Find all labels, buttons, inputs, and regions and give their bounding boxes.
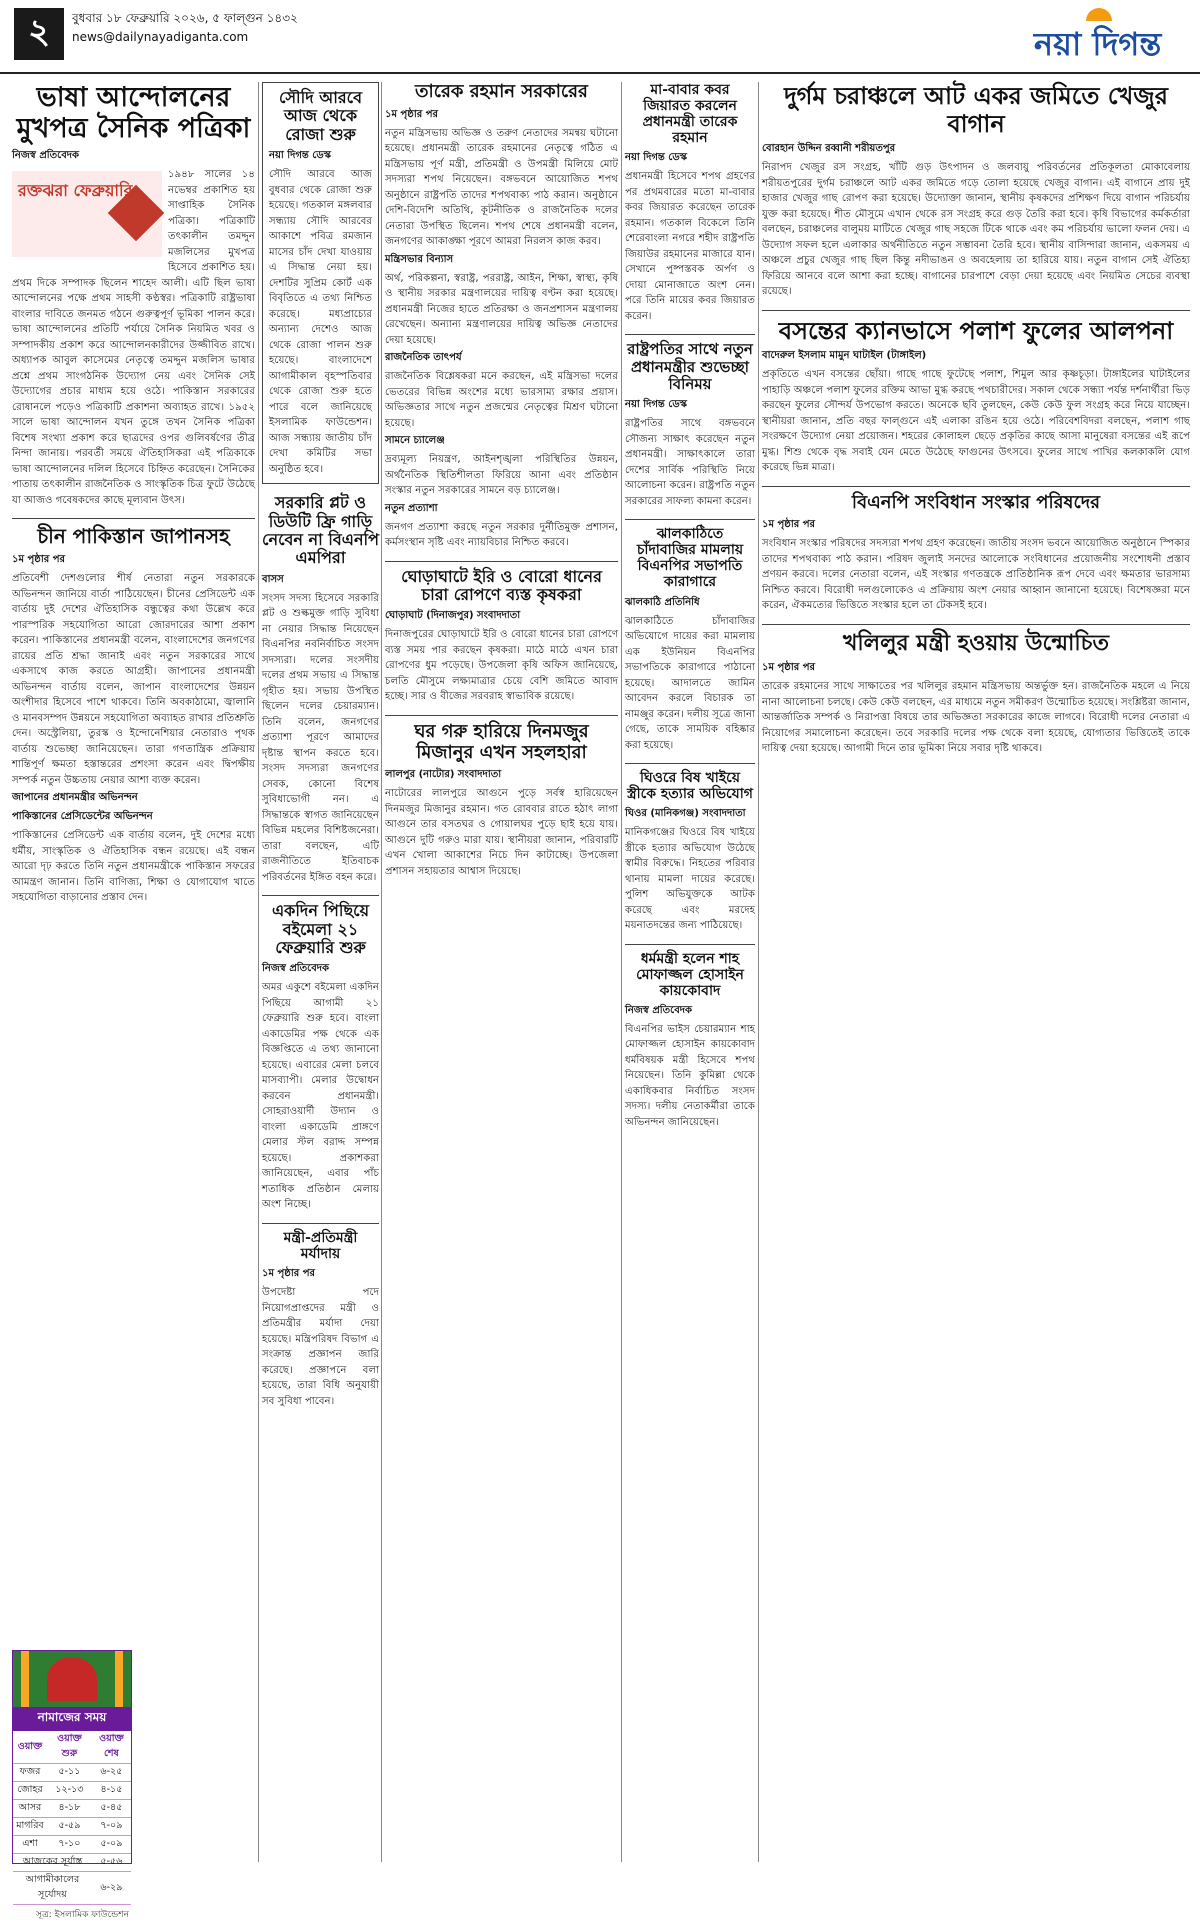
headline[interactable]: সরকারি প্লট ও ডিউটি ফ্রি গাড়ি নেবেন না বিএনপি এমপিরা	[262, 493, 379, 568]
subheading: সামনে চ্যালেঞ্জ	[385, 435, 445, 447]
ribbon-label: রক্তঝরা ফেব্রুয়ারি	[18, 181, 133, 201]
column-4	[625, 82, 755, 1862]
table-row: ফজর ৫-১১ ৬-২৫	[13, 1764, 131, 1782]
article-dharma	[625, 951, 755, 1131]
table-row: আগামীকালের সূর্যোদয় ৬-২৯	[13, 1872, 131, 1905]
byline: ঘোড়াঘাট (দিনাজপুর) সংবাদদাতা	[385, 610, 521, 622]
article-body: সৌদি আরবে আজ বুধবার থেকে রোজা শুরু হয়েছে। গতকাল মঙ্গলবার সন্ধ্যায় সৌদি আরবের আকাশে পবিত্র রমজান মাসের চাঁদ দেখা যাওয়ায় এ সিদ্ধান্ত নেয়া হয়। দেশটির সুপ্রিম কোর্ট এক বিবৃতিতে এ তথ্য নিশ্চিত করেছে। মধ্যপ্রাচ্যের অন্যান্য দেশেও আজ থেকে রোজা পালন শুরু হয়েছে। বাংলাদেশে আগামীকাল বৃহস্পতিবার থেকে রোজা শুরু হতে পারে বলে জানিয়েছে ইসলামিক ফাউন্ডেশন। আজ সন্ধ্যায় জাতীয় চাঁদ দেখা কমিটির সভা অনুষ্ঠিত হবে।	[269, 169, 372, 475]
logo-text: নয়া দিগন্ত	[1034, 25, 1162, 63]
article-khalil	[762, 631, 1190, 757]
article-rashtrapati	[625, 341, 755, 509]
headline[interactable]: সৌদি আরবে আজ থেকে রোজা শুরু	[279, 88, 362, 144]
table-row: আজকের সূর্যাস্ত ৫-৫৬	[13, 1854, 131, 1872]
article-boimela	[262, 902, 379, 1213]
byline: নিজস্ব প্রতিবেদক	[262, 963, 330, 975]
headline[interactable]: রাষ্ট্রপতির সাথে নতুন প্রধানমন্ত্রীর শুভেচ্ছা বিনিময়	[627, 340, 753, 393]
article-body: রাষ্ট্রপতির সাথে বঙ্গভবনে সৌজন্য সাক্ষাৎ করেছেন নতুন প্রধানমন্ত্রী। সাক্ষাৎকালে তারা দেশের সার্বিক পরিস্থিতি নিয়ে আলোচনা করেন। রাষ্ট্রপতি নতুন সরকারের সাফল্য কামনা করেন।	[625, 418, 755, 507]
article-body: প্রকৃতিতে এখন বসন্তের ছোঁয়া। গাছে গাছে ফুটেছে পলাশ, শিমুল আর কৃষ্ণচূড়া। টাঙ্গাইলের ঘাটাইলের পাহাড়ি অঞ্চলে পলাশ ফুলের রক্তিম আভা মুগ্ধ করছে পথচারীদের। সকাল থেকে সন্ধ্যা পর্যন্ত দর্শনার্থীরা ভিড় করছেন ফুলের সৌন্দর্য উপভোগ করতে। অনেকে ছবি তুলছেন, কেউ কেউ ফুল সংগ্রহ করে নিয়ে যাচ্ছেন। স্থানীয়রা জানান, প্রতি বছর ফাল্গুনে এই এলাকা রঙিন হয়ে ওঠে। পরিবেশবিদরা বলছেন, পলাশ গাছ সংরক্ষণে উদ্যোগ নেয়া প্রয়োজন। শহরের কোলাহল ছেড়ে প্রকৃতির কাছে আসা মানুষেরা বসন্তের এই রূপে মুগ্ধ। শিশু থেকে বৃদ্ধ সবাই যেন মেতে উঠেছে ফাগুনের উৎসবে। ফুলের সাথে পাখির কলকাকলি যোগ করেছে ভিন্ন মাত্রা।	[762, 369, 1190, 474]
headline[interactable]: মন্ত্রী-প্রতিমন্ত্রী মর্যাদায়	[283, 1229, 358, 1262]
article-body: অমর একুশে বইমেলা একদিন পিছিয়ে আগামী ২১ ফেব্রুয়ারি শুরু হবে। বাংলা একাডেমির পক্ষ থেকে এক বিজ্ঞপ্তিতে এ তথ্য জানানো হয়েছে। এবারের মেলা চলবে মাসব্যাপী। মেলার উদ্বোধন করবেন প্রধানমন্ত্রী। সোহরাওয়ার্দী উদ্যান ও বাংলা একাডেমি প্রাঙ্গণে মেলার স্টল বরাদ্দ সম্পন্ন হয়েছে। প্রকাশকরা জানিয়েছেন, এবার পাঁচ শতাধিক প্রতিষ্ঠান মেলায় অংশ নিচ্ছে।	[262, 982, 379, 1211]
subheading: পাকিস্তানের প্রেসিডেন্টের অভিনন্দন	[12, 811, 153, 823]
column-divider	[381, 82, 382, 1862]
col-header: ওয়াক্ত শুরু	[47, 1731, 92, 1764]
article-body: সংবিধান সংস্কার পরিষদের সদস্যরা শপথ গ্রহণ করেছেন। জাতীয় সংসদ ভবনে আয়োজিত অনুষ্ঠানে স্পিকার তাদের শপথবাক্য পাঠ করান। পরিষদ জুলাই সনদের আলোকে সংবিধানের প্রয়োজনীয় সংশোধনী প্রস্তাব প্রণয়ন করবে। দলের নেতারা বলেন, এই সংস্কার গণতন্ত্রকে প্রাতিষ্ঠানিক রূপ দেবে এবং ক্ষমতার ভারসাম্য নিশ্চিত করবে। বিরোধী দলগুলোকেও এ প্রক্রিয়ায় অংশ নেয়ার আহ্বান জানানো হয়েছে। বিশেষজ্ঞরা মনে করেন, ঐকমত্যের ভিত্তিতে সংস্কার হলে তা টেকসই হবে।	[762, 538, 1190, 612]
article-body: উপদেষ্টা পদে নিয়োগপ্রাপ্তদের মন্ত্রী ও প্রতিমন্ত্রীর মর্যাদা দেয়া হয়েছে। মন্ত্রিপরিষদ বিভাগ এ সংক্রান্ত প্রজ্ঞাপন জারি করেছে। প্রজ্ঞাপনে বলা হয়েছে, তারা বিধি অনুযায়ী সব সুবিধা পাবেন।	[262, 1287, 379, 1407]
prayer-table	[13, 1731, 131, 1905]
article-body: জনগণ প্রত্যাশা করছে নতুন সরকার দুর্নীতিমুক্ত প্রশাসন, কর্মসংস্থান সৃষ্টি এবং ন্যায়বিচার নিশ্চিত করবে।	[385, 521, 618, 549]
table-row: জোহর ১২-১৩ ৪-১৫	[13, 1782, 131, 1800]
article-body: নাটোরের লালপুরে আগুনে পুড়ে সর্বস্ব হারিয়েছেন দিনমজুর মিজানুর রহমান। গত রোববার রাতে হঠাৎ লাগা আগুনে তার বসতঘর ও গোয়ালঘর পুড়ে ছাই হয়ে যায়। আগুনে দুটি গরুও মারা যায়। স্থানীয়রা জানান, পরিবারটি এখন খোলা আকাশের নিচে দিন কাটাচ্ছে। উপজেলা প্রশাসন সহায়তার আশ্বাস দিয়েছে।	[385, 788, 618, 877]
column-divider	[758, 82, 759, 1862]
article-samskar	[762, 493, 1190, 614]
article-palash	[762, 317, 1190, 476]
lead-ref: ১ম পৃষ্ঠার পর	[385, 108, 438, 120]
headline[interactable]: ঘোড়াঘাটে ইরি ও বোরো ধানের চারা রোপণে ব্যস্ত কৃষকরা	[401, 566, 602, 605]
article-tarek	[385, 82, 618, 551]
byline: বাদেরুল ইসলাম মামুন ঘাটাইল (টাঙ্গাইল)	[762, 350, 927, 362]
ribbon-banner	[12, 171, 162, 257]
headline[interactable]: ধর্মমন্ত্রী হলেন শাহ মোফাজ্জল হোসাইন কায়কোবাদ	[636, 950, 744, 999]
column-2	[262, 82, 379, 1862]
article-ghar	[385, 722, 618, 879]
page-number: ২	[14, 8, 64, 60]
article-china	[12, 525, 255, 906]
byline: বাসস	[262, 573, 284, 585]
article-saudi	[262, 82, 379, 484]
headline[interactable]: দুর্গম চরাঞ্চলে আট একর জমিতে খেজুর বাগান	[784, 81, 1168, 138]
article-body: দ্রব্যমূল্য নিয়ন্ত্রণ, আইনশৃঙ্খলা পরিস্থিতির উন্নয়ন, অর্থনৈতিক স্থিতিশীলতা ফিরিয়ে আনা এবং প্রতিষ্ঠান সংস্কার নতুন সরকারের সামনে বড় চ্যালেঞ্জ।	[385, 454, 618, 497]
mosque-icon	[13, 1651, 131, 1707]
article-body: ঝালকাঠিতে চাঁদাবাজির অভিযোগে দায়ের করা মামলায় এক ইউনিয়ন বিএনপির সভাপতিকে কারাগারে পাঠানো হয়েছে। আদালতে জামিন আবেদন করলে বিচারক তা নামঞ্জুর করেন। দলীয় সূত্রে জানা গেছে, তাকে সাময়িক বহিষ্কার করা হয়েছে।	[625, 615, 755, 751]
headline[interactable]: বিএনপি সংবিধান সংস্কার পরিষদের	[851, 491, 1101, 513]
col-header: ওয়াক্ত	[13, 1731, 47, 1764]
page-header	[0, 0, 1200, 74]
byline: নয়া দিগন্ত ডেস্ক	[625, 399, 687, 411]
lead-ref: ১ম পৃষ্ঠার পর	[262, 1268, 315, 1280]
byline: নয়া দিগন্ত ডেস্ক	[625, 152, 687, 164]
column-5	[762, 82, 1190, 1862]
article-body: প্রতিবেশী দেশগুলোর শীর্ষ নেতারা নতুন সরকারকে অভিনন্দন জানিয়ে বার্তা পাঠিয়েছেন। চীনের প্রেসিডেন্ট এক বার্তায় দুই দেশের ঐতিহাসিক বন্ধুত্বের কথা উল্লেখ করে পারস্পরিক সহযোগিতা আরো জোরদারের আশা প্রকাশ করেন। পাকিস্তানের প্রধানমন্ত্রী বলেন, বাংলাদেশের জনগণের রায়ের প্রতি শ্রদ্ধা জানাই এবং নতুন সরকারের সাথে একসাথে কাজ করতে আগ্রহী। জাপানের প্রধানমন্ত্রী অভিনন্দন বার্তায় বলেন, জাপান বাংলাদেশের উন্নয়ন অংশীদার হিসেবে পাশে থাকবে। তিনি অবকাঠামো, জ্বালানি ও মানবসম্পদ উন্নয়নে সহযোগিতা অব্যাহত রাখার প্রতিশ্রুতি দেন। অস্ট্রেলিয়া, তুরস্ক ও ইন্দোনেশিয়ার নেতারাও পৃথক বার্তায় শুভেচ্ছা জানিয়েছেন। তারা গণতান্ত্রিক প্রক্রিয়ায় শান্তিপূর্ণ ক্ষমতা হস্তান্তরের প্রশংসা করেন এবং দ্বিপক্ষীয় সম্পর্ক নতুন উচ্চতায় নেয়ার আশা ব্যক্ত করেন।	[12, 573, 255, 786]
subheading: নতুন প্রত্যাশা	[385, 502, 438, 514]
article-body: পাকিস্তানের প্রেসিডেন্ট এক বার্তায় বলেন, দুই দেশের মধ্যে ধর্মীয়, সাংস্কৃতিক ও ঐতিহাসিক বন্ধন রয়েছে। এই বন্ধন আরো দৃঢ় করতে তিনি নতুন প্রধানমন্ত্রীকে পাকিস্তান সফরের আমন্ত্রণ জানান। তিনি বাণিজ্য, শিক্ষা ও যোগাযোগ খাতে সহযোগিতা বাড়ানোর প্রস্তাব দেন।	[12, 830, 255, 904]
byline: ঝালকাঠি প্রতিনিধি	[625, 596, 700, 608]
headline[interactable]: চীন পাকিস্তান জাপানসহ	[37, 524, 230, 549]
table-row: আসর ৪-১৮ ৫-৪৫	[13, 1800, 131, 1818]
article-body: সংসদ সদস্য হিসেবে সরকারি প্লট ও শুল্কমুক্ত গাড়ি সুবিধা না নেয়ার সিদ্ধান্ত নিয়েছেন বিএনপির নবনির্বাচিত সংসদ সদস্যরা। দলের সংসদীয় দলের প্রথম সভায় এ সিদ্ধান্ত গৃহীত হয়। সভায় উপস্থিত ছিলেন দলের চেয়ারম্যান। তিনি বলেন, জনগণের প্রত্যাশা পূরণে আমাদের দৃষ্টান্ত স্থাপন করতে হবে। সংসদ সদস্যরা জনগণের সেবক, কোনো বিশেষ সুবিধাভোগী নন। এ সিদ্ধান্তকে স্বাগত জানিয়েছেন বিভিন্ন মহলের বিশিষ্টজনেরা। তারা বলছেন, এটি রাজনীতিতে ইতিবাচক পরিবর্তনের ইঙ্গিত বহন করে।	[262, 592, 379, 883]
headline[interactable]: ঘর গরু হারিয়ে দিনমজুর মিজানুর এখন সহলহারা	[414, 720, 589, 763]
article-plot	[262, 494, 379, 885]
table-row: মাগরিব ৫-৫৯ ৭-০৯	[13, 1818, 131, 1836]
article-sainik	[12, 82, 255, 508]
article-body: ১৯৪৮ সালের ১৪ নভেম্বর প্রকাশিত হয় সাপ্তাহিক সৈনিক পত্রিকা। পত্রিকাটি তৎকালীন তমদ্দুন মজলিসের মুখপত্র হিসেবে প্রকাশিত হয়। প্রথম দিকে সম্পাদক ছিলেন শাহেদ আলী। এটি ছিল ভাষা আন্দোলনের পক্ষে প্রথম সাহসী কণ্ঠস্বর। পত্রিকাটি রাষ্ট্রভাষা বাংলার দাবিতে জনমত গঠনে গুরুত্বপূর্ণ ভূমিকা পালন করে। ভাষা আন্দোলনের প্রতিটি পর্যায়ে সৈনিক নিয়মিত খবর ও সম্পাদকীয় প্রকাশ করে আন্দোলনকারীদের উজ্জীবিত রাখে। অধ্যাপক আবুল কাসেমের নেতৃত্বে তমদ্দুন মজলিস ভাষার প্রশ্নে প্রথম সাংগঠনিক উদ্যোগ নেয় এবং সৈনিক সেই উদ্যোগের প্রচার মাধ্যম হয়ে ওঠে। পাকিস্তান সরকারের রোষানলে পড়েও পত্রিকাটি প্রকাশনা অব্যাহত রাখে। ১৯৫২ সালে ভাষা আন্দোলন যখন তুঙ্গে তখন সৈনিক পত্রিকা বিশেষ সংখ্যা প্রকাশ করে ছাত্রদের ওপর গুলিবর্ষণের তীব্র নিন্দা জানায়। পরবর্তী সময়ে ঐতিহাসিকরা এই পত্রিকাকে ভাষা আন্দোলনের দলিল হিসেবে চিহ্নিত করেছেন। সৈনিকের পাতায় তৎকালীন রাজনৈতিক ও সাংস্কৃতিক চিত্র ফুটে উঠেছে যা আজও গবেষকদের কাছে মূল্যবান উৎস।	[12, 169, 255, 506]
byline: লালপুর (নাটোর) সংবাদদাতা	[385, 769, 502, 781]
prayer-title: নামাজের সময়	[13, 1707, 131, 1731]
subheading: মন্ত্রিসভার বিন্যাস	[385, 253, 454, 265]
lead-ref: ১ম পৃষ্ঠার পর	[12, 554, 65, 566]
article-khejur	[762, 82, 1190, 300]
article-body: মানিকগঞ্জের ঘিওরে বিষ খাইয়ে স্ত্রীকে হত্যার অভিযোগ উঠেছে স্বামীর বিরুদ্ধে। নিহতের পরিবার থানায় মামলা দায়ের করেছে। পুলিশ অভিযুক্তকে আটক করেছে এবং মরদেহ ময়নাতদন্তের জন্য পাঠিয়েছে।	[625, 827, 755, 932]
byline: নিজস্ব প্রতিবেদক	[12, 150, 80, 162]
article-ghora	[385, 568, 618, 705]
article-body: রাজনৈতিক বিশ্লেষকরা মনে করছেন, এই মন্ত্রিসভা দলের ভেতরের বিভিন্ন অংশের মধ্যে ভারসাম্য রক্ষার প্রয়াস। অভিজ্ঞতার সাথে নতুন প্রজন্মের নেতৃত্বের মিশ্রণ ঘটানো হয়েছে।	[385, 371, 618, 429]
article-body: নিরাপদ খেজুর রস সংগ্রহ, খাঁটি গুড় উৎপাদন ও জলবায়ু পরিবর্তনের প্রতিকূলতা মোকাবেলায় শরীয়তপুরের দুর্গম চরাঞ্চলে আট একর জমিতে গড়ে তোলা হয়েছে খেজুর বাগান। এই বাগানে প্রায় দুই হাজার খেজুর গাছ রোপণ করা হয়েছে। উদ্যোক্তা জানান, স্থানীয় কৃষকদের প্রশিক্ষণ দিয়ে বাগান পরিচর্যায় যুক্ত করা হয়েছে। শীত মৌসুমে এখান থেকে রস সংগ্রহ করে গুড় তৈরি করা হবে। কৃষি বিভাগের কর্মকর্তারা বলছেন, চরাঞ্চলের বালুময় মাটিতে খেজুর গাছ সহজে টিকে থাকে এবং কম পরিচর্যায় ভালো ফলন দেয়। এ উদ্যোগ সফল হলে এলাকার অর্থনীতিতে নতুন সম্ভাবনা তৈরি হবে। স্থানীয় বাসিন্দারা জানান, একসময় এ অঞ্চলে প্রচুর খেজুর গাছ ছিল কিন্তু নদীভাঙন ও অবহেলায় তা হারিয়ে যায়। নতুন বাগান সেই ঐতিহ্য ফিরিয়ে আনবে বলে আশা করা হচ্ছে। বাগানের চারপাশে বেড়া দেয়া হয়েছে এবং নিয়মিত সেচের ব্যবস্থা রয়েছে।	[762, 162, 1190, 298]
headline[interactable]: তারেক রহমান সরকারের	[415, 81, 588, 102]
headline[interactable]: খলিলুর মন্ত্রী হওয়ায় উন্মোচিত	[842, 629, 1110, 656]
byline: নয়া দিগন্ত ডেস্ক	[269, 150, 331, 162]
col-header: ওয়াক্ত শেষ	[92, 1731, 131, 1764]
column-divider	[621, 82, 622, 1862]
column-3	[385, 82, 618, 1862]
article-body: অর্থ, পরিকল্পনা, স্বরাষ্ট্র, পররাষ্ট্র, আইন, শিক্ষা, স্বাস্থ্য, কৃষি ও স্থানীয় সরকার মন্ত্রণালয়ের দায়িত্ব বণ্টন করা হয়েছে। প্রধানমন্ত্রী নিজের হাতে প্রতিরক্ষা ও জনপ্রশাসন মন্ত্রণালয় রেখেছেন। অন্যান্য মন্ত্রণালয়ের দায়িত্ব অভিজ্ঞ নেতাদের দেয়া হয়েছে।	[385, 272, 618, 346]
newspaper-logo	[1032, 6, 1182, 64]
headline[interactable]: ভাষা আন্দোলনের মুখপত্র সৈনিক পত্রিকা	[16, 82, 251, 145]
article-body: দিনাজপুরের ঘোড়াঘাটে ইরি ও বোরো ধানের চারা রোপণে ব্যস্ত সময় পার করছেন কৃষকরা। মাঠে মাঠে এখন চারা রোপণের ধুম পড়েছে। উপজেলা কৃষি অফিস জানিয়েছে, চলতি মৌসুমে লক্ষ্যমাত্রার চেয়ে বেশি জমিতে আবাদ হচ্ছে। সার ও বীজের সরবরাহ স্বাভাবিক রয়েছে।	[385, 629, 618, 703]
article-jhalakathi	[625, 526, 755, 753]
article-mantri	[262, 1230, 379, 1409]
article-body: বিএনপির ভাইস চেয়ারম্যান শাহ মোফাজ্জল হোসাইন কায়কোবাদ ধর্মবিষয়ক মন্ত্রী হিসেবে শপথ নিয়েছেন। তিনি কুমিল্লা থেকে একাধিকবার নির্বাচিত সংসদ সদস্য। দলীয় নেতাকর্মীরা তাকে অভিনন্দন জানিয়েছেন।	[625, 1023, 755, 1128]
byline: ঘিওর (মানিকগঞ্জ) সংবাদদাতা	[625, 808, 746, 820]
headline[interactable]: ঝালকাঠিতে চাঁদাবাজির মামলায় বিএনপির সভাপতি কারাগারে	[636, 526, 744, 591]
headline[interactable]: মা-বাবার কবর জিয়ারত করলেন প্রধানমন্ত্রী তারেক রহমান	[642, 82, 738, 147]
prayer-source: সূত্র: ইসলামিক ফাউন্ডেশন	[36, 1910, 129, 1920]
article-mababa	[625, 82, 755, 324]
byline: নিজস্ব প্রতিবেদক	[625, 1004, 693, 1016]
column-1	[12, 82, 255, 1642]
byline: বোরহান উদ্দিন রব্বানী শরীয়তপুর	[762, 143, 896, 155]
article-ghiure	[625, 770, 755, 934]
article-body: প্রধানমন্ত্রী হিসেবে শপথ গ্রহণের পর প্রথমবারের মতো মা-বাবার কবর জিয়ারত করেছেন তারেক রহমান। গতকাল বিকেলে তিনি শেরেবাংলা নগরে শহীদ রাষ্ট্রপতি জিয়াউর রহমানের মাজারে যান। সেখানে পুষ্পস্তবক অর্পণ ও দোয়া মোনাজাতে অংশ নেন। পরে তিনি মায়ের কবর জিয়ারত করেন।	[625, 171, 755, 322]
article-body: তারেক রহমানের সাথে সাক্ষাতের পর খলিলুর রহমান মন্ত্রিসভায় অন্তর্ভুক্ত হন। রাজনৈতিক মহলে এ নিয়ে নানা আলোচনা চলছে। কেউ কেউ বলছেন, এর মাধ্যমে নতুন সমীকরণ উন্মোচিত হয়েছে। সংশ্লিষ্টরা জানান, আন্তর্জাতিক সম্পর্ক ও নিরাপত্তা বিষয়ে তার অভিজ্ঞতা সরকারের কাজে লাগবে। বিরোধী দলের নেতারা এ নিয়োগের সমালোচনা করেছেন। তবে সরকারি দলের পক্ষ থেকে বলা হয়েছে, যোগ্যতার ভিত্তিতেই তাকে দায়িত্ব দেয়া হয়েছে। আগামী দিনে তার ভূমিকা নিয়ে সবার দৃষ্টি থাকবে।	[762, 681, 1190, 755]
headline[interactable]: ঘিওরে বিষ খাইয়ে স্ত্রীকে হত্যার অভিযোগ	[627, 770, 753, 803]
prayer-times-box	[12, 1650, 132, 1920]
contact-email[interactable]: news@dailynayadiganta.com	[72, 30, 249, 44]
subheading: জাপানের প্রধানমন্ত্রীর অভিনন্দন	[12, 792, 138, 804]
lead-ref: ১ম পৃষ্ঠার পর	[762, 662, 815, 674]
column-divider	[258, 82, 259, 1862]
issue-date: বুধবার ১৮ ফেব্রুয়ারি ২০২৬, ৫ ফাল্গুন ১৪৩২	[72, 11, 298, 25]
table-row: এশা ৭-১০ ৫-০৯	[13, 1836, 131, 1854]
lead-ref: ১ম পৃষ্ঠার পর	[762, 519, 815, 531]
headline[interactable]: বসন্তের ক্যানভাসে পলাশ ফুলের আলপনা	[778, 315, 1174, 345]
headline[interactable]: একদিন পিছিয়ে বইমেলা ২১ ফেব্রুয়ারি শুরু	[271, 901, 370, 958]
subheading: রাজনৈতিক তাৎপর্য	[385, 352, 462, 364]
article-body: নতুন মন্ত্রিসভায় অভিজ্ঞ ও তরুণ নেতাদের সমন্বয় ঘটানো হয়েছে। প্রধানমন্ত্রী তারেক রহমানের নেতৃত্বে গঠিত এ মন্ত্রিসভায় পূর্ণ মন্ত্রী, প্রতিমন্ত্রী ও উপমন্ত্রী মিলিয়ে মোট সদস্যরা শপথ নিয়েছেন। বঙ্গভবনে আয়োজিত শপথ অনুষ্ঠানে রাষ্ট্রপতি তাদের শপথবাক্য পাঠ করান। অনুষ্ঠানে দেশি-বিদেশি অতিথি, কূটনীতিক ও রাজনৈতিক দলের নেতারা উপস্থিত ছিলেন। শপথ শেষে প্রধানমন্ত্রী বলেন, জনগণের আকাঙ্ক্ষা পূরণে আমরা নিরলস কাজ করব।	[385, 127, 618, 248]
